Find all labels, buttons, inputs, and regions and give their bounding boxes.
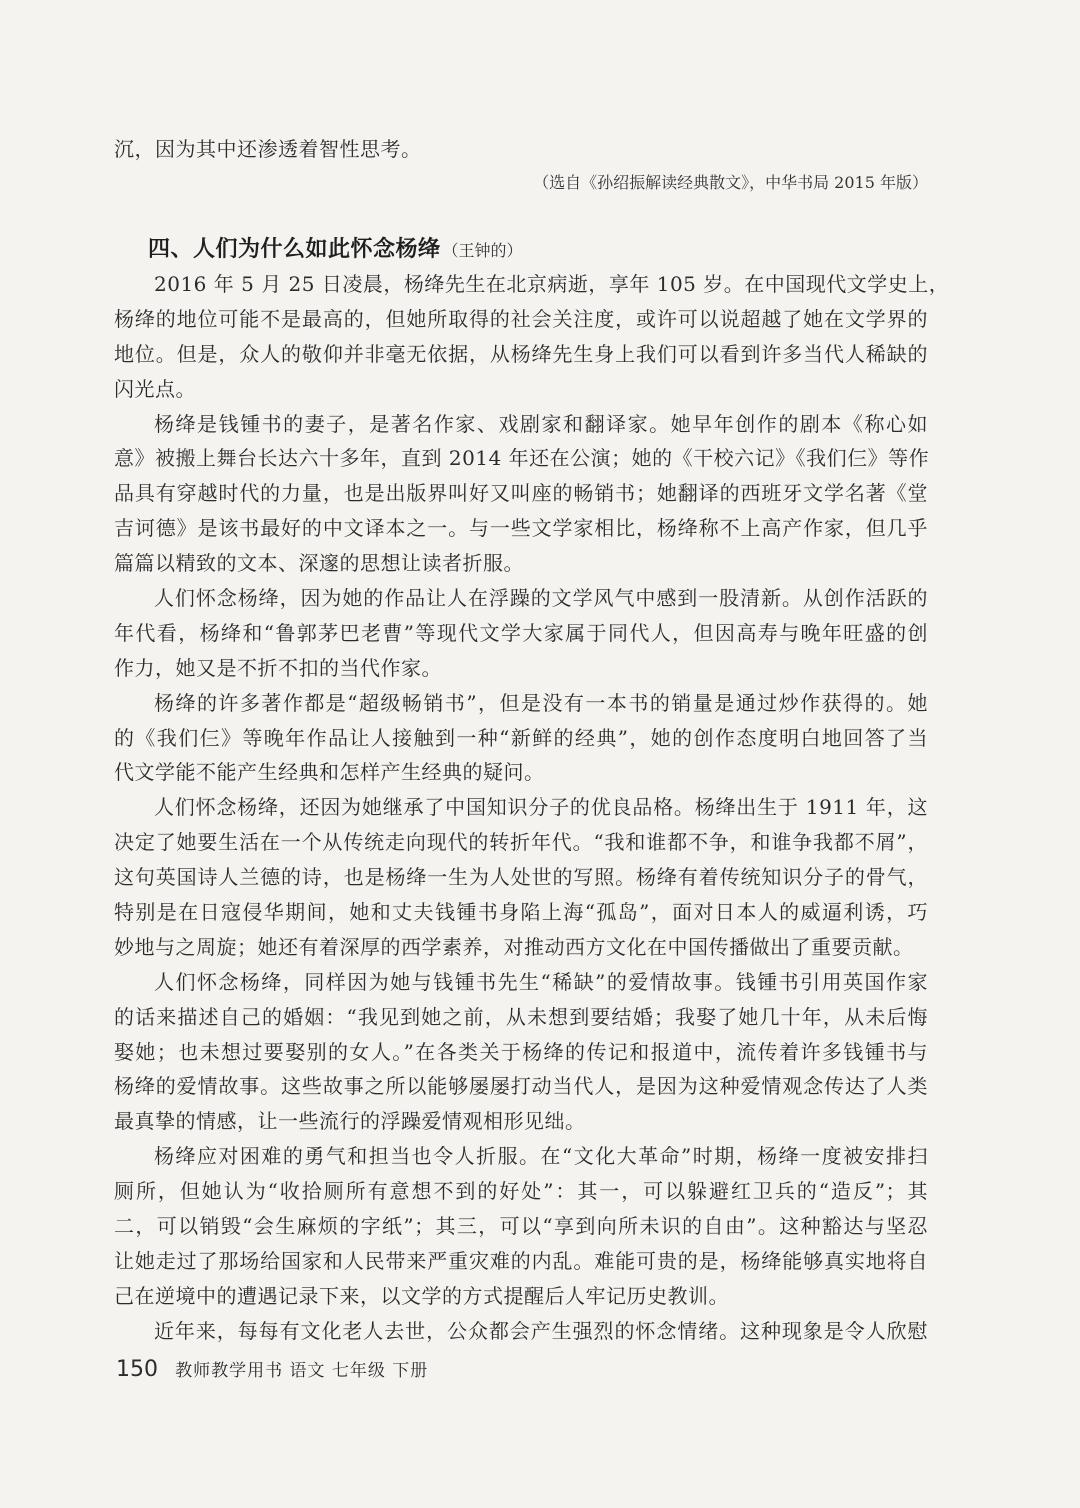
paragraph-line: 闪光点。 bbox=[114, 376, 196, 401]
source-citation: （选自《孙绍振解读经典散文》，中华书局 2015 年版） bbox=[533, 173, 928, 192]
paragraph-line: 杨绛的爱情故事。这些故事之所以能够屡屡打动当代人，是因为这种爱情观念传达了人类 bbox=[114, 1074, 928, 1099]
paragraph-line: 人们怀念杨绛，因为她的作品让人在浮躁的文学风气中感到一股清新。从创作活跃的 bbox=[154, 586, 928, 611]
paragraph bbox=[114, 793, 928, 961]
paragraph-line: 娶她；也未想过要娶别的女人。”在各类关于杨绛的传记和报道中，流传着许多钱锺书与 bbox=[114, 1039, 928, 1064]
paragraph-line: 最真挚的情感，让一些流行的浮躁爱情观相形见绌。 bbox=[114, 1109, 586, 1134]
paragraph-line: 近年来，每每有文化老人去世，公众都会产生强烈的怀念情绪。这种现象是令人欣慰 bbox=[154, 1318, 928, 1343]
paragraph-line: 妙地与之周旋；她还有着深厚的西学素养，对推动西方文化在中国传播做出了重要贡献。 bbox=[114, 934, 914, 959]
paragraph-line: 2016 年 5 月 25 日凌晨，杨绛先生在北京病逝，享年 105 岁。在中国现代文学史上， bbox=[154, 272, 950, 296]
paragraph bbox=[114, 1142, 928, 1310]
carry-over-paragraph bbox=[114, 135, 928, 163]
paragraph-line: 这句英国诗人兰德的诗，也是杨绛一生为人处世的写照。杨绛有着传统知识分子的骨气， bbox=[114, 865, 928, 890]
paragraph-line: 二，可以销毁“会生麻烦的字纸”；其三，可以“享到向所未识的自由”。这种豁达与坚忍 bbox=[114, 1214, 928, 1239]
paragraph-line: 杨绛的许多著作都是“超级畅销书”，但是没有一本书的销量是通过炒作获得的。她 bbox=[154, 690, 928, 715]
section-title: 四、人们为什么如此怀念杨绛 bbox=[148, 237, 441, 262]
paragraph-line: 品具有穿越时代的力量，也是出版界叫好又叫座的畅销书；她翻译的西班牙文学名著《堂 bbox=[114, 481, 928, 506]
paragraph-line: 决定了她要生活在一个从传统走向现代的转折年代。“我和谁都不争，和谁争我都不屑”， bbox=[114, 830, 928, 855]
paragraph bbox=[114, 584, 928, 682]
paragraph-line: 篇篇以精致的文本、深邃的思想让读者折服。 bbox=[114, 551, 524, 576]
article-body bbox=[114, 270, 950, 1352]
page-number: 150 bbox=[116, 1357, 158, 1382]
paragraph-line: 的话来描述自己的婚姻：“我见到她之前，从未想到要结婚；我娶了她几十年，从未后悔 bbox=[114, 1004, 928, 1029]
paragraph bbox=[114, 968, 928, 1136]
paragraph-line: 的《我们仨》等晚年作品让人接触到一种“新鲜的经典”，她的创作态度明白地回答了当 bbox=[114, 725, 928, 750]
paragraph-line: 让她走过了那场给国家和人民带来严重灾难的内乱。难能可贵的是，杨绛能够真实地将自 bbox=[114, 1248, 928, 1273]
page-footer bbox=[116, 1356, 428, 1382]
paragraph-line: 地位。但是，众人的敬仰并非毫无依据，从杨绛先生身上我们可以看到许多当代人稀缺的 bbox=[114, 341, 928, 366]
paragraph-line: 杨绛应对困难的勇气和担当也令人折服。在“文化大革命”时期，杨绛一度被安排扫 bbox=[154, 1144, 928, 1169]
paragraph-line: 杨绛是钱锺书的妻子，是著名作家、戏剧家和翻译家。她早年创作的剧本《称心如 bbox=[154, 411, 928, 436]
section-heading bbox=[148, 232, 523, 263]
paragraph-line: 年代看，杨绛和“鲁郭茅巴老曹”等现代文学大家属于同代人，但因高寿与晚年旺盛的创 bbox=[114, 620, 928, 645]
paragraph-line: 人们怀念杨绛，还因为她继承了中国知识分子的优良品格。杨绛出生于 1911 年，这 bbox=[154, 795, 928, 820]
paragraph bbox=[114, 270, 950, 403]
paragraph bbox=[114, 1317, 928, 1345]
book-title: 教师教学用书 语文 七年级 下册 bbox=[175, 1361, 429, 1381]
section-author: （王钟的） bbox=[442, 241, 523, 260]
paragraph-line: 人们怀念杨绛，同样因为她与钱锺书先生“稀缺”的爱情故事。钱锺书引用英国作家 bbox=[154, 969, 928, 994]
paragraph-line: 意》被搬上舞台长达六十多年，直到 2014 年还在公演；她的《干校六记》《我们仨》等作 bbox=[114, 446, 930, 471]
paragraph-line: 代文学能不能产生经典和怎样产生经典的疑问。 bbox=[114, 760, 545, 785]
paragraph bbox=[114, 689, 928, 787]
paragraph bbox=[114, 410, 928, 578]
paragraph-line: 厕所，但她认为“收拾厕所有意想不到的好处”：其一，可以躲避红卫兵的“造反”；其 bbox=[114, 1179, 928, 1204]
paragraph-line: 作力，她又是不折不扣的当代作家。 bbox=[114, 655, 442, 680]
paragraph-line: 特别是在日寇侵华期间，她和丈夫钱锺书身陷上海“孤岛”，面对日本人的威逼利诱，巧 bbox=[114, 900, 928, 925]
paragraph-line: 己在逆境中的遭遇记录下来，以文学的方式提醒后人牢记历史教训。 bbox=[114, 1283, 729, 1308]
carry-over-line: 沉，因为其中还渗透着智性思考。 bbox=[114, 137, 422, 161]
paragraph-line: 吉诃德》是该书最好的中文译本之一。与一些文学家相比，杨绛称不上高产作家，但几乎 bbox=[114, 516, 928, 541]
paragraph-line: 杨绛的地位可能不是最高的，但她所取得的社会关注度，或许可以说超越了她在文学界的 bbox=[114, 306, 928, 331]
